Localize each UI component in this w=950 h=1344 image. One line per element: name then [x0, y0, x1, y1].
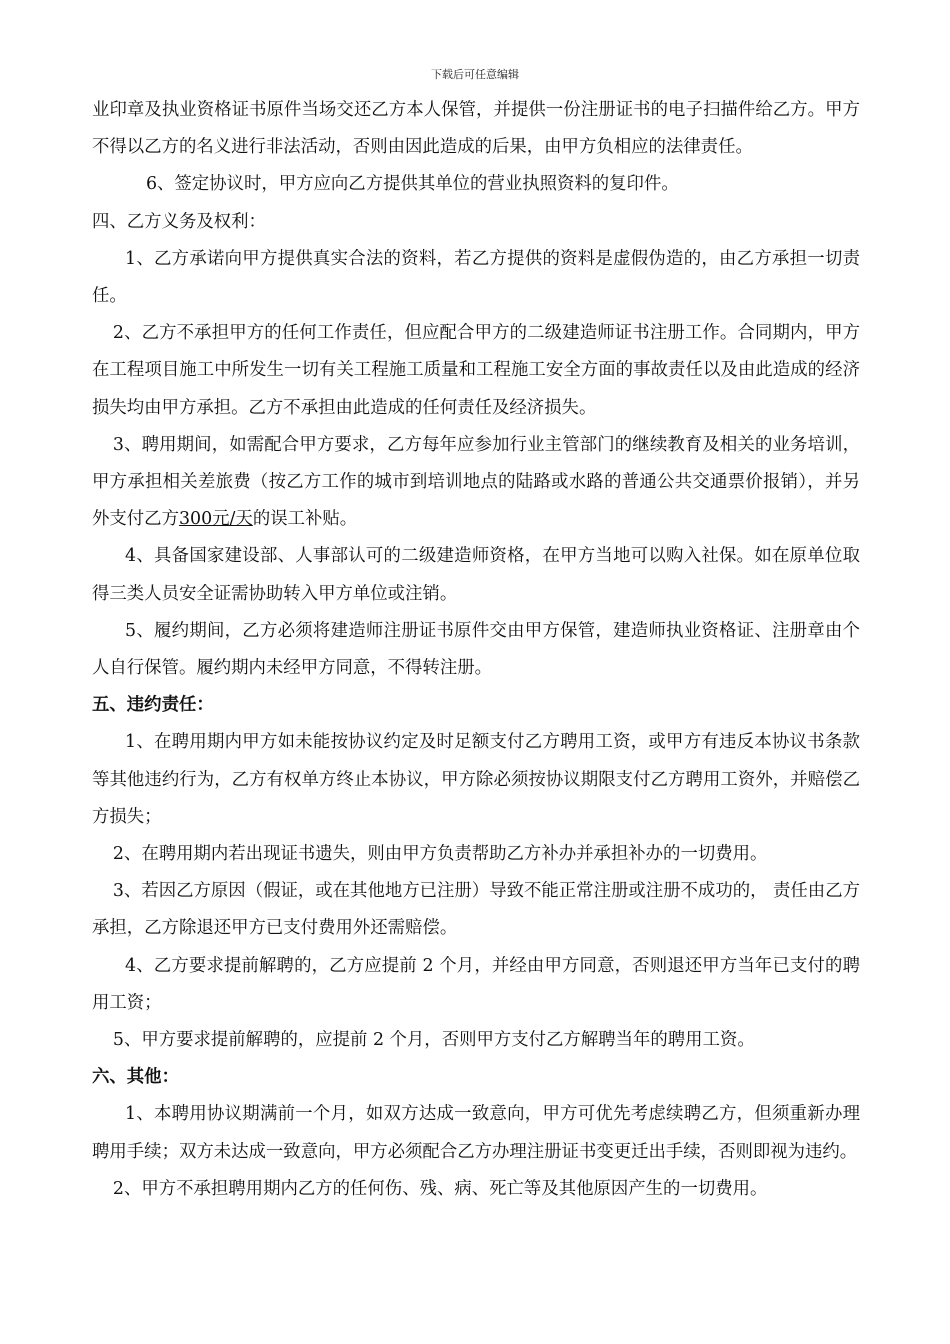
paragraph-5-3: 3、若因乙方原因（假证，或在其他地方已注册）导致不能正常注册或注册不成功的， 责任由乙方承担，乙方除退还甲方已支付费用外还需赔偿。 [92, 881, 860, 939]
paragraph-6-2: 2、甲方不承担聘用期内乙方的任何伤、残、病、死亡等及其他原因产生的一切费用。 [112, 1178, 768, 1199]
section-heading-5: 五、违约责任： [92, 695, 214, 716]
paragraph-5-5: 5、甲方要求提前解聘的，应提前 2 个月，否则甲方支付乙方解聘当年的聘用工资。 [112, 1030, 755, 1051]
paragraph-4-3-before: 3、聘用期间，如需配合甲方要求，乙方每年应参加行业主管部门的继续教育及相关的业务培训，甲方承担相关差旅费（按乙方工作的城市到培训地点的陆路或水路的普通公共交通票价报销），并另外支付乙方 [92, 434, 860, 530]
paragraph-6-1: 1、本聘用协议期满前一个月，如双方达成一致意向，甲方可优先考虑续聘乙方，但须重新办理聘用手续；双方未达成一致意向，甲方必须配合乙方办理注册证书变更迁出手续，否则即视为违约。 [92, 1104, 860, 1162]
paragraph-4-5: 5、履约期间，乙方必须将建造师注册证书原件交由甲方保管，建造师执业资格证、注册章由个人自行保管。履约期内未经甲方同意，不得转注册。 [92, 620, 860, 679]
section-heading-6: 六、其他： [92, 1067, 179, 1088]
paragraph-5-1: 1、在聘用期内甲方如未能按协议约定及时足额支付乙方聘用工资，或甲方有违反本协议书条款等其他违约行为，乙方有权单方终止本协议，甲方除必须按协议期限支付乙方聘用工资外，并赔偿乙方损失； [92, 732, 860, 827]
document-body [92, 92, 860, 1208]
section-heading-4: 四、乙方义务及权利： [92, 211, 266, 232]
paragraph-5-2: 2、在聘用期内若出现证书遗失，则由甲方负责帮助乙方补办并承担补办的一切费用。 [112, 844, 768, 865]
paragraph-4-3 [92, 427, 860, 539]
paragraph-4-4: 4、具备国家建设部、人事部认可的二级建造师资格，在甲方当地可以购入社保。如在原单位取得三类人员安全证需协助转入甲方单位或注销。 [92, 546, 860, 604]
paragraph-4-3-after: 的误工补贴。 [252, 509, 358, 530]
paragraph-item-6: 6、签定协议时，甲方应向乙方提供其单位的营业执照资料的复印件。 [145, 174, 679, 195]
paragraph-4-2: 2、乙方不承担甲方的任何工作责任，但应配合甲方的二级建造师证书注册工作。合同期内，甲方在工程项目施工中所发生一切有关工程施工质量和工程施工安全方面的事故责任以及由此造成的经济损失均由甲方承担。乙方不承担由此造成的任何责任及经济损失。 [92, 323, 860, 418]
paragraph-4-1: 1、乙方承诺向甲方提供真实合法的资料，若乙方提供的资料是虚假伪造的，由乙方承担一切责任。 [92, 248, 860, 307]
paragraph-4-3-underlined-amount: 300元/天 [178, 509, 253, 530]
paragraph-continuation: 业印章及执业资格证书原件当场交还乙方本人保管，并提供一份注册证书的电子扫描件给乙方。甲方不得以乙方的名义进行非法活动，否则由因此造成的后果，由甲方负相应的法律责任。 [92, 100, 860, 158]
paragraph-5-4: 4、乙方要求提前解聘的，乙方应提前 2 个月，并经由甲方同意，否则退还甲方当年已支付的聘用工资； [92, 955, 860, 1013]
page-header-note: 下载后可任意编辑 [431, 68, 519, 81]
